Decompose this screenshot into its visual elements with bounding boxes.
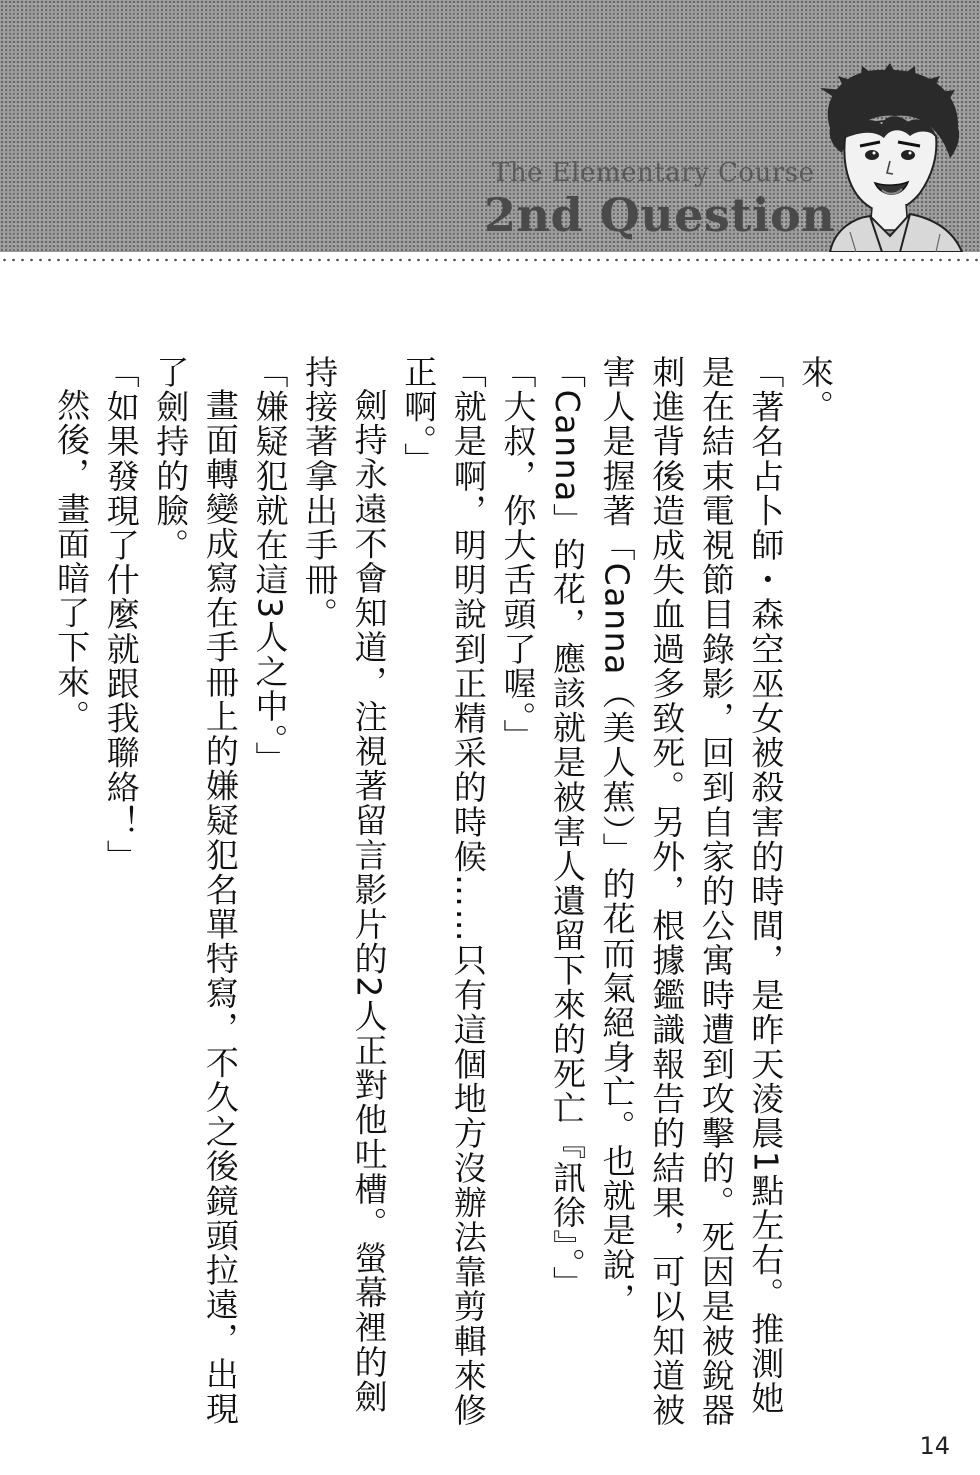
- header-divider: [0, 256, 980, 264]
- page-number: 14: [919, 1432, 950, 1460]
- paragraph: 「如果發現了什麼就跟我聯絡！」: [101, 355, 141, 874]
- paragraph: 劍持永遠不會知道，注視著留言影片的2人正對他吐槽。螢幕裡的劍持接著拿出手冊。: [300, 355, 389, 1414]
- paragraph: 然後，畫面暗了下來。: [52, 388, 92, 734]
- chapter-subtitle: The Elementary Course: [492, 158, 815, 188]
- paragraph: 畫面轉變成寫在手冊上的嫌疑犯名單特寫，不久之後鏡頭拉遠，出現了劍持的臉。: [151, 355, 240, 1426]
- paragraph: 「大叔，你大舌頭了喔。」: [498, 355, 538, 754]
- paragraph: 來。: [796, 355, 835, 425]
- paragraph: 「嫌疑犯就在這3人之中。」: [250, 355, 290, 777]
- paragraph: 「著名占卜師・森空巫女被殺害的時間，是昨天淩晨1點左右。推測她是在結束電視節目錄影，回到自家的公寓時遭到攻擊的。死因是被銳器刺進背後造成失血過多致死。另外，根據鑑識報告的結果，可以知道被害人是握著「Canna（美人蕉）」的花而氣絕身亡。也就是說，「Canna」的花，應該就是被害人遺留下來的死亡『訊徐』。」: [548, 355, 786, 1428]
- vertical-body-text: [52, 355, 840, 1430]
- paragraph: 「就是啊，明明說到正精采的時候……只有這個地方沒辦法靠剪輯來修正啊。」: [399, 355, 488, 1428]
- character-portrait: [790, 58, 980, 252]
- chapter-title: 2nd Question: [484, 188, 836, 242]
